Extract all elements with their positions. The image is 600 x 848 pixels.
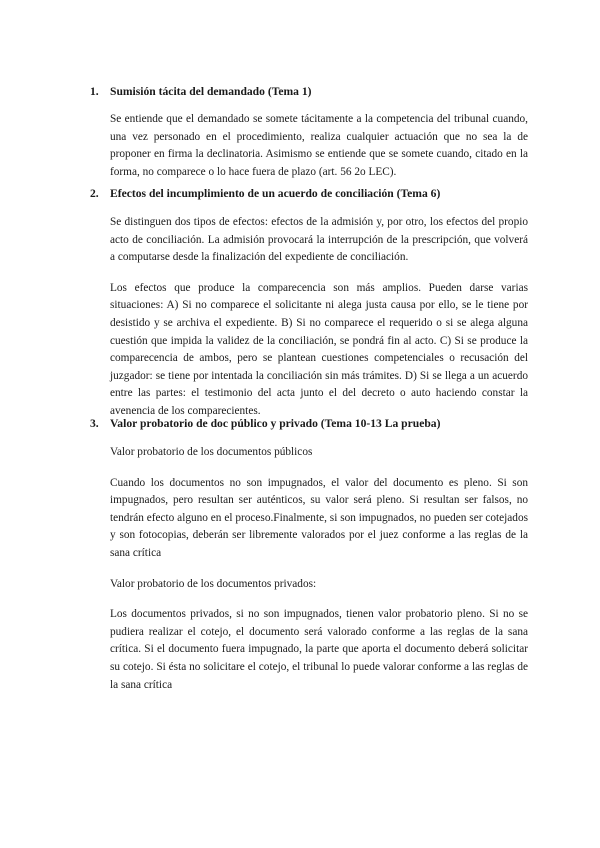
section-2 — [90, 186, 528, 421]
section-3-number: 3. — [90, 417, 99, 430]
section-1-number: 1. — [90, 85, 99, 98]
section-1-title: Sumisión tácita del demandado (Tema 1) — [110, 85, 312, 98]
section-2-paragraph-2: Los efectos que produce la comparecencia son más amplios. Pueden darse varias situaciones: A) Si no comparece el solicitante ni alega justa causa por ello, se le tiene por desistido y se archiva el expediente. B) Si no comparece el requerido o si se alega alguna cuestión que impida la validez de la conciliación, se pondrá fin al acto. C) Si se produce la comparecencia de ambos, pero se plantean cuestiones competenciales o recusación del juzgador: se tiene por intentada la conciliación sin más trámites. D) Si se llega a un acuerdo entre las partes: el testimonio del acta junto el del decreto o auto haciendo constar la avenencia de los comparecientes. — [110, 281, 528, 417]
section-3 — [90, 416, 528, 694]
section-3-subheading-public: Valor probatorio de los documentos públicos — [110, 446, 313, 458]
section-2-paragraph-1: Se distinguen dos tipos de efectos: efectos de la admisión y, por otro, los efectos del propio acto de conciliación. La admisión provocará la interrupción de la prescripción, que volverá a computarse desde la finalización del expediente de conciliación. — [110, 216, 528, 264]
section-2-title: Efectos del incumplimiento de un acuerdo de conciliación (Tema 6) — [110, 187, 441, 200]
section-2-heading — [90, 186, 528, 202]
section-1 — [90, 84, 528, 181]
section-3-heading — [90, 416, 528, 432]
section-3-subheading-private: Valor probatorio de los documentos privados: — [110, 577, 317, 590]
section-2-number: 2. — [90, 187, 99, 200]
section-3-paragraph-public: Cuando los documentos no son impugnados, el valor del documento es pleno. Si son impugnados, pero resultan ser auténticos, su valor será pleno. Si resultan ser falsos, no tendrán efecto alguno en el proceso.Finalmente, si son impugnados, no pueden ser cotejados y son fotocopias, deberán ser libremente valorados por el juez conforme a las reglas de la sana crítica — [110, 476, 528, 559]
section-3-paragraph-private: Los documentos privados, si no son impugnados, tienen valor probatorio pleno. Si no se pudiera realizar el cotejo, el documento será valorado conforme a las reglas de la sana crítica. Si el documento fuera impugnado, la parte que aporta el documento deberá solicitar su cotejo. Si ésta no solicitare el cotejo, el tribunal lo puede valorar conforme a las reglas de la sana crítica — [110, 608, 528, 691]
section-3-title: Valor probatorio de doc público y privado (Tema 10-13 La prueba) — [110, 417, 441, 430]
section-1-paragraph-1: Se entiende que el demandado se somete tácitamente a la competencia del tribunal cuando, una vez personado en el procedimiento, realiza cualquier actuación que no sea la de proponer en firma la declinatoria. Asimismo se entiende que se somete cuando, citado en la forma, no comparece o lo hace fuera de plazo (art. 56 2o LEC). — [110, 113, 528, 178]
section-1-heading — [90, 84, 528, 100]
